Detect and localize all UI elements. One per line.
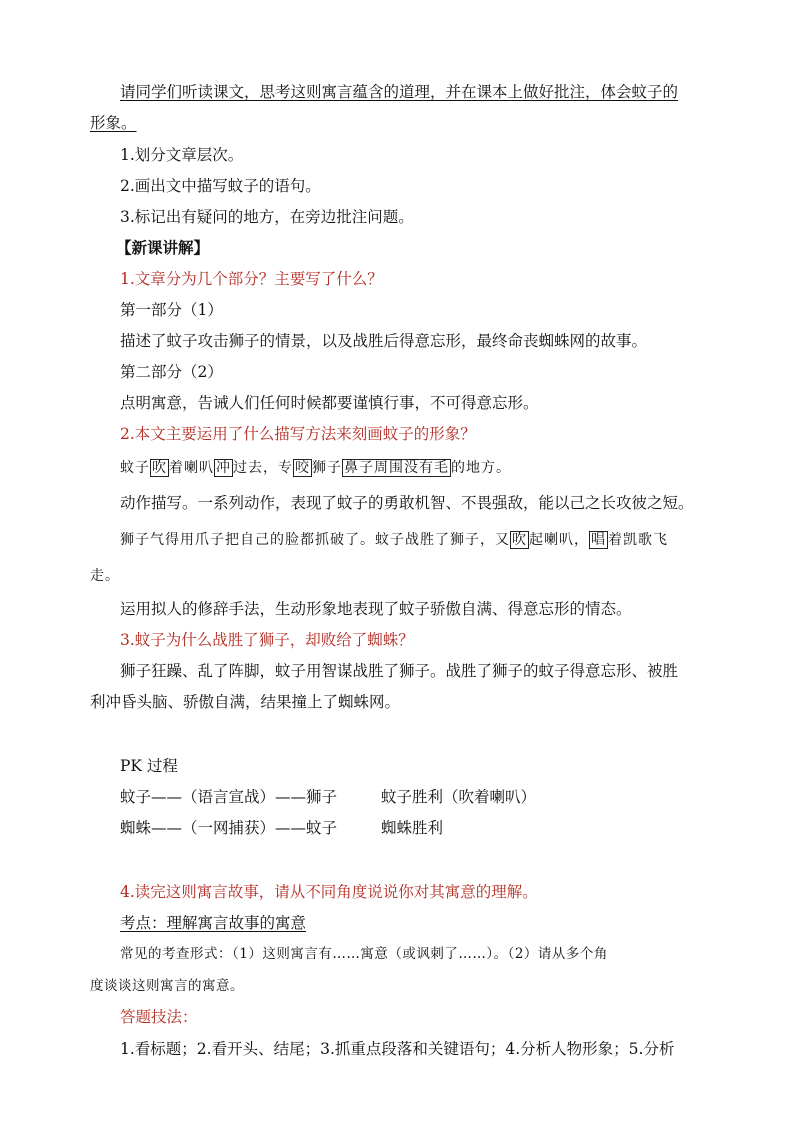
pk-row-2-right: 蜘蛛胜利 [381,819,444,837]
task-1: 1.划分文章层次。 [120,146,244,164]
part2-description: 点明寓意，告诫人们任何时候都要谨慎行事，不可得意忘形。 [120,394,539,412]
section-title: 【新课讲解】 [116,238,210,257]
quote-2-text: 起喇叭， [529,532,589,548]
exam-point: 考点：理解寓言故事的寓意 [120,914,307,932]
quote-1-text: 的地方。 [451,460,511,476]
common-form-line-2: 度谈谈这则寓言的寓意。 [90,978,244,994]
quote-2-text: 着凯歌飞 [608,532,668,548]
quote-2 [120,532,668,549]
boxed-phrase: 鼻子周围没有毛 [344,460,449,476]
boxed-word: 咬 [295,460,310,476]
quote-1-text: 狮子 [312,460,342,476]
pk-row-2 [120,819,443,838]
pk-row-2-left: 蜘蛛——（一网捕获）——蚊子 [120,819,338,837]
question-4: 4.读完这则寓言故事，请从不同角度说说你对其寓意的理解。 [120,883,538,901]
intro-line-2: 形象。 [90,114,137,132]
analysis-1: 动作描写。一系列动作，表现了蚊子的勇敢机智、不畏强敌，能以己之长攻彼之短。 [120,494,694,512]
quote-2-text: 狮子气得用爪子把自己的脸都抓破了。蚊子战胜了狮子，又 [120,532,510,548]
method-title: 答题技法： [120,1008,198,1026]
question-3: 3.蚊子为什么战胜了狮子，却败给了蜘蛛？ [120,631,414,649]
boxed-word: 冲 [216,460,231,476]
boxed-word: 唱 [591,532,606,548]
pk-row-1-right: 蚊子胜利（吹着喇叭） [381,788,537,806]
part1-label: 第一部分（1） [120,301,223,319]
analysis-2: 运用拟人的修辞手法，生动形象地表现了蚊子骄傲自满、得意忘形的情态。 [120,600,632,618]
task-2: 2.画出文中描写蚊子的语句。 [120,177,321,195]
answer-3-line-1: 狮子狂躁、乱了阵脚，蚊子用智谋战胜了狮子。战胜了狮子的蚊子得意忘形、被胜 [120,662,679,680]
pk-row-1 [120,788,536,807]
quote-2-continuation: 走。 [90,568,120,584]
common-form-line-1: 常见的考查形式：（1）这则寓言有……寓意（或讽刺了……）。（2）请从多个角 [120,946,608,962]
pk-title: PK 过程 [120,757,178,775]
task-3: 3.标记出有疑问的地方，在旁边批注问题。 [120,208,414,226]
method-line: 1.看标题；2.看开头、结尾；3.抓重点段落和关键语句；4.分析人物形象；5.分析 [120,1040,675,1058]
boxed-word: 吹 [512,532,527,548]
quote-1-text: 过去，专 [233,460,293,476]
quote-1-text: 蚊子 [120,460,150,476]
boxed-word: 吹 [152,460,167,476]
part2-label: 第二部分（2） [120,363,223,381]
answer-3-line-2: 利冲昏头脑、骄傲自满，结果撞上了蜘蛛网。 [90,693,401,711]
quote-1 [120,460,511,477]
part1-description: 描述了蚊子攻击狮子的情景，以及战胜后得意忘形，最终命丧蜘蛛网的故事。 [120,332,648,350]
pk-row-1-left: 蚊子——（语言宣战）——狮子 [120,788,338,806]
intro-line-1: 请同学们听读课文，思考这则寓言蕴含的道理，并在课本上做好批注，体会蚊子的 [120,83,679,101]
question-1: 1.文章分为几个部分？主要写了什么？ [120,270,383,288]
quote-1-text: 着喇叭 [169,460,214,476]
question-2: 2.本文主要运用了什么描写方法来刻画蚊子的形象？ [120,425,476,443]
